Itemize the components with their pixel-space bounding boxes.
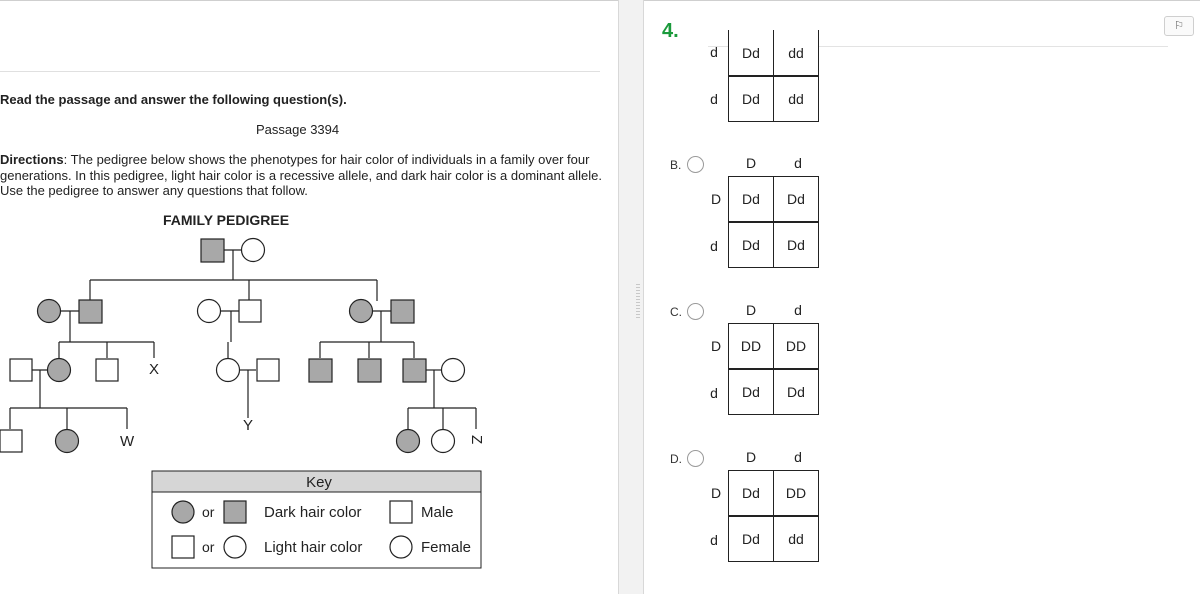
punnett-cell: dd: [773, 76, 819, 122]
pedigree-male-light: [239, 300, 261, 322]
label-z: Z: [468, 435, 485, 445]
option-letter: D.: [670, 452, 682, 466]
pedigree-female-light: [198, 300, 221, 323]
key-female-label: Female: [421, 539, 472, 556]
option-d-radio[interactable]: [687, 450, 704, 467]
key-light-female: [224, 536, 246, 558]
key-light-label: Light hair color: [264, 539, 363, 556]
directions-text: : The pedigree below shows the phenotypes for hair color of individuals in a family over four generations. In this pedigree, light hair color is a recessive allele, and dark hair color is a dominant allele. Use the pedigree to answer any questions that follow.: [0, 152, 602, 198]
pedigree-male-dark: [201, 239, 224, 262]
pedigree-male-dark: [79, 300, 102, 323]
punnett-row-label: D: [710, 191, 722, 207]
pedigree-female-dark: [38, 300, 61, 323]
key-male-label: Male: [421, 504, 454, 521]
punnett-cell: Dd: [728, 516, 774, 562]
pedigree-female-dark: [56, 430, 79, 453]
key-or-1: or: [202, 504, 215, 520]
pane-splitter[interactable]: [618, 0, 644, 594]
pedigree-female-dark: [350, 300, 373, 323]
punnett-row-label: d: [710, 532, 718, 548]
key-dark-male: [224, 501, 246, 523]
punnett-cell: Dd: [728, 76, 774, 122]
punnett-cell: Dd: [773, 222, 819, 268]
label-y: Y: [243, 417, 254, 434]
punnett-row-label: D: [710, 338, 722, 354]
punnett-row-label: D: [710, 485, 722, 501]
passage-number: Passage 3394: [256, 122, 340, 137]
punnett-row-label: d: [710, 44, 718, 60]
punnett-row-label: d: [710, 238, 718, 254]
splitter-grip-icon[interactable]: [636, 284, 640, 318]
key-or-2: or: [202, 539, 215, 555]
pedigree-male-light: [257, 359, 279, 381]
punnett-cell: DD: [773, 470, 819, 516]
key-light-male: [172, 536, 194, 558]
pedigree-female-light: [432, 430, 455, 453]
passage-separator: [0, 71, 600, 72]
pedigree-male-dark: [309, 359, 332, 382]
passage-directions: [0, 152, 605, 199]
pedigree-female-dark: [48, 359, 71, 382]
punnett-col-label: D: [745, 302, 757, 318]
punnett-col-label: d: [794, 302, 802, 318]
punnett-cell: Dd: [728, 30, 774, 76]
key-male-symbol: [390, 501, 412, 523]
label-x: X: [149, 361, 160, 378]
key-dark-female: [172, 501, 194, 523]
pedigree-key: [152, 471, 481, 568]
pedigree-female-light: [442, 359, 465, 382]
punnett-col-label: d: [794, 449, 802, 465]
punnett-col-label: D: [745, 155, 757, 171]
option-b-radio[interactable]: [687, 156, 704, 173]
key-female-symbol: [390, 536, 412, 558]
figure-title: FAMILY PEDIGREE: [163, 212, 290, 228]
punnett-row-label: d: [710, 91, 718, 107]
flag-icon[interactable]: ⚐: [1164, 16, 1194, 36]
passage-instruction: Read the passage and answer the following question(s).: [0, 92, 347, 107]
pedigree-female-light: [242, 239, 265, 262]
punnett-cell: DD: [728, 323, 774, 369]
punnett-cell: DD: [773, 323, 819, 369]
option-letter: C.: [670, 305, 682, 319]
label-w: W: [120, 433, 135, 450]
punnett-col-label: d: [794, 155, 802, 171]
pedigree-male-dark: [358, 359, 381, 382]
key-title: Key: [306, 474, 332, 491]
punnett-cell: dd: [773, 30, 819, 76]
pedigree-female-light: [217, 359, 240, 382]
question-number: 4.: [662, 20, 679, 42]
pedigree-male-light: [10, 359, 32, 381]
option-letter: B.: [670, 158, 682, 172]
punnett-col-label: D: [745, 449, 757, 465]
pedigree-male-light: [0, 430, 22, 452]
pedigree-male-light: [96, 359, 118, 381]
pedigree-female-dark: [397, 430, 420, 453]
option-c-radio[interactable]: [687, 303, 704, 320]
pedigree-male-dark: [403, 359, 426, 382]
punnett-cell: Dd: [728, 470, 774, 516]
key-dark-label: Dark hair color: [264, 504, 362, 521]
punnett-cell: Dd: [773, 369, 819, 415]
pedigree-male-dark: [391, 300, 414, 323]
punnett-cell: Dd: [728, 222, 774, 268]
question-pane[interactable]: [644, 0, 1200, 594]
punnett-row-label: d: [710, 385, 718, 401]
punnett-cell: dd: [773, 516, 819, 562]
punnett-cell: Dd: [728, 176, 774, 222]
directions-label: Directions: [0, 152, 64, 167]
family-pedigree-figure: [0, 230, 618, 575]
punnett-cell: Dd: [773, 176, 819, 222]
punnett-cell: Dd: [728, 369, 774, 415]
